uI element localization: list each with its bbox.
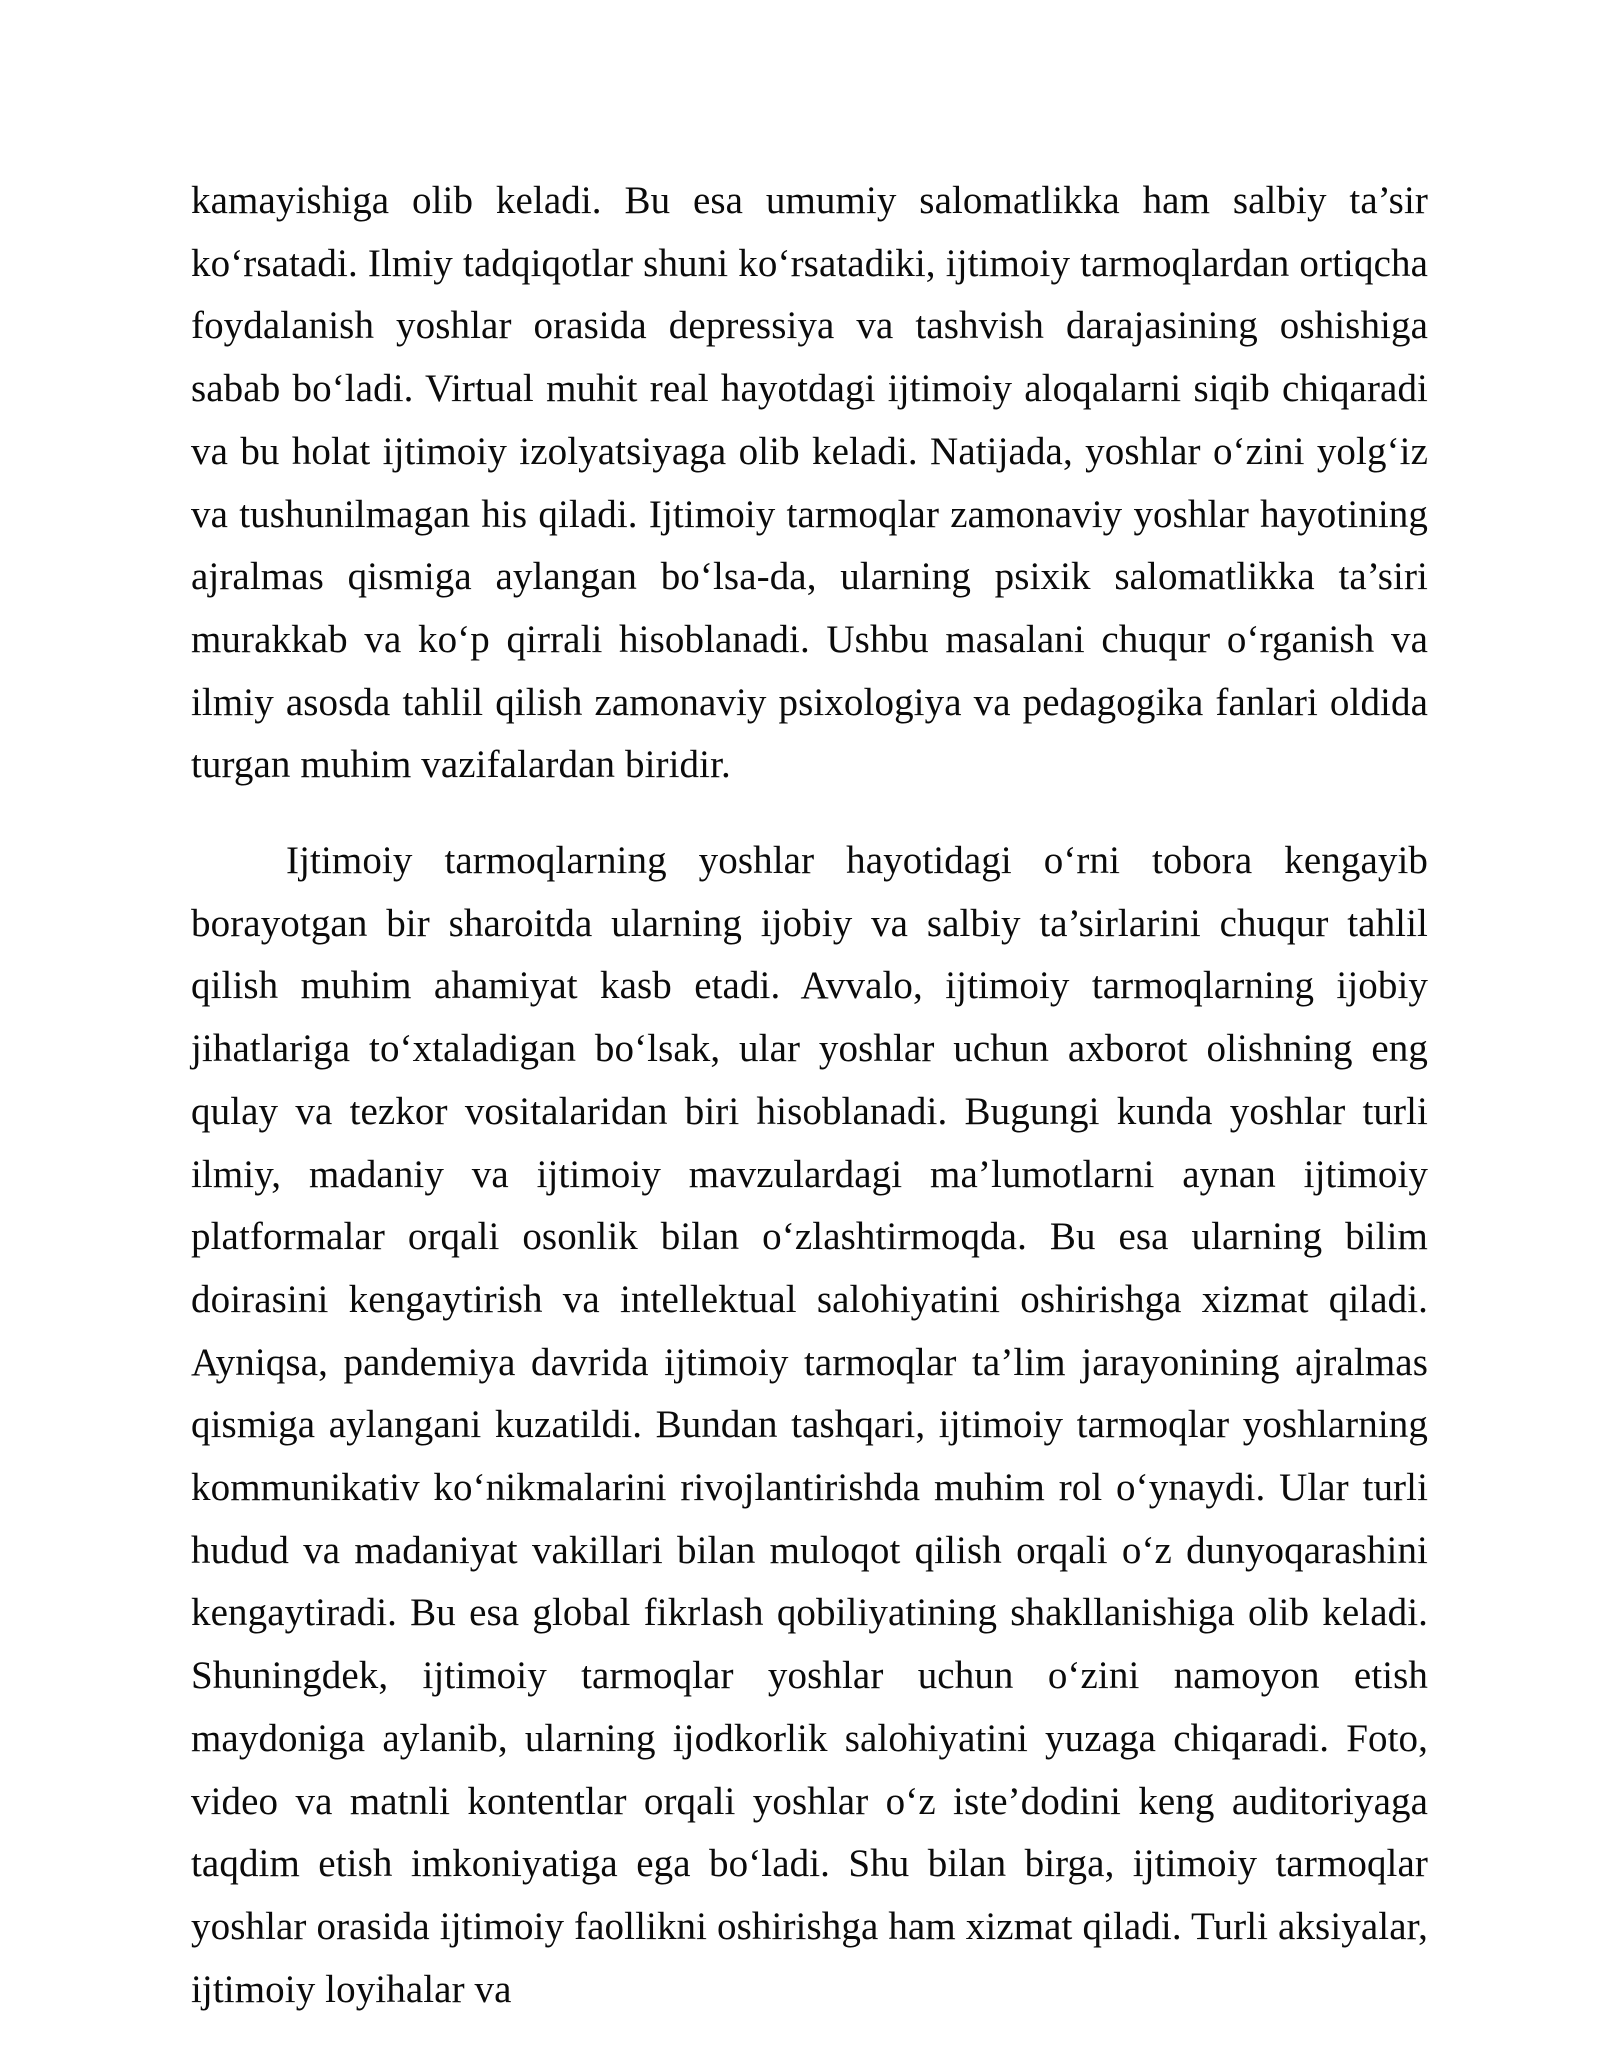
paragraph-1: kamayishiga olib keladi. Bu esa umumiy salomatlikka ham salbiy ta’sir ko‘rsatadi. Ilmiy tadqiqotlar shuni ko‘rsatadiki, ijtimoiy tarmoqlardan ortiqcha foydalanish yoshlar orasida depressiya va tashvish darajasining oshishiga sabab bo‘ladi. Virtual muhit real hayotdagi ijtimoiy aloqalarni siqib chiqaradi va bu holat ijtimoiy izolyatsiyaga olib keladi. Natijada, yoshlar o‘zini yolg‘iz va tushunilmagan his qiladi. Ijtimoiy tarmoqlar zamonaviy yoshlar hayotining ajralmas qismiga aylangan bo‘lsa-da, ularning psixik salomatlikka ta’siri murakkab va ko‘p qirrali hisoblanadi. Ushbu masalani chuqur o‘rganish va ilmiy asosda tahlil qilish zamonaviy psixologiya va pedagogika fanlari oldida turgan muhim vazifalardan biridir.	[191, 179, 1428, 787]
paragraph-2: Ijtimoiy tarmoqlarning yoshlar hayotidagi o‘rni tobora kengayib borayotgan bir sharoitda ularning ijobiy va salbiy ta’sirlarini chuqur tahlil qilish muhim ahamiyat kasb etadi. Avvalo, ijtimoiy tarmoqlarning ijobiy jihatlariga to‘xtaladigan bo‘lsak, ular yoshlar uchun axborot olishning eng qulay va tezkor vositalaridan biri hisoblanadi. Bugungi kunda yoshlar turli ilmiy, madaniy va ijtimoiy mavzulardagi ma’lumotlarni aynan ijtimoiy platformalar orqali osonlik bilan o‘zlashtirmoqda. Bu esa ularning bilim doirasini kengaytirish va intellektual salohiyatini oshirishga xizmat qiladi. Ayniqsa, pandemiya davrida ijtimoiy tarmoqlar ta’lim jarayonining ajralmas qismiga aylangani kuzatildi. Bundan tashqari, ijtimoiy tarmoqlar yoshlarning kommunikativ ko‘nikmalarini rivojlantirishda muhim rol o‘ynaydi. Ular turli hudud va madaniyat vakillari bilan muloqot qilish orqali o‘z dunyoqarashini kengaytiradi. Bu esa global fikrlash qobiliyatining shakllanishiga olib keladi. Shuningdek, ijtimoiy tarmoqlar yoshlar uchun o‘zini namoyon etish maydoniga aylanib, ularning ijodkorlik salohiyatini yuzaga chiqaradi. Foto, video va matnli kontentlar orqali yoshlar o‘z iste’dodini keng auditoriyaga taqdim etish imkoniyatiga ega bo‘ladi. Shu bilan birga, ijtimoiy tarmoqlar yoshlar orasida ijtimoiy faollikni oshirishga ham xizmat qiladi. Turli aksiyalar, ijtimoiy loyihalar va	[191, 839, 1428, 2011]
text-block	[191, 170, 1428, 2021]
